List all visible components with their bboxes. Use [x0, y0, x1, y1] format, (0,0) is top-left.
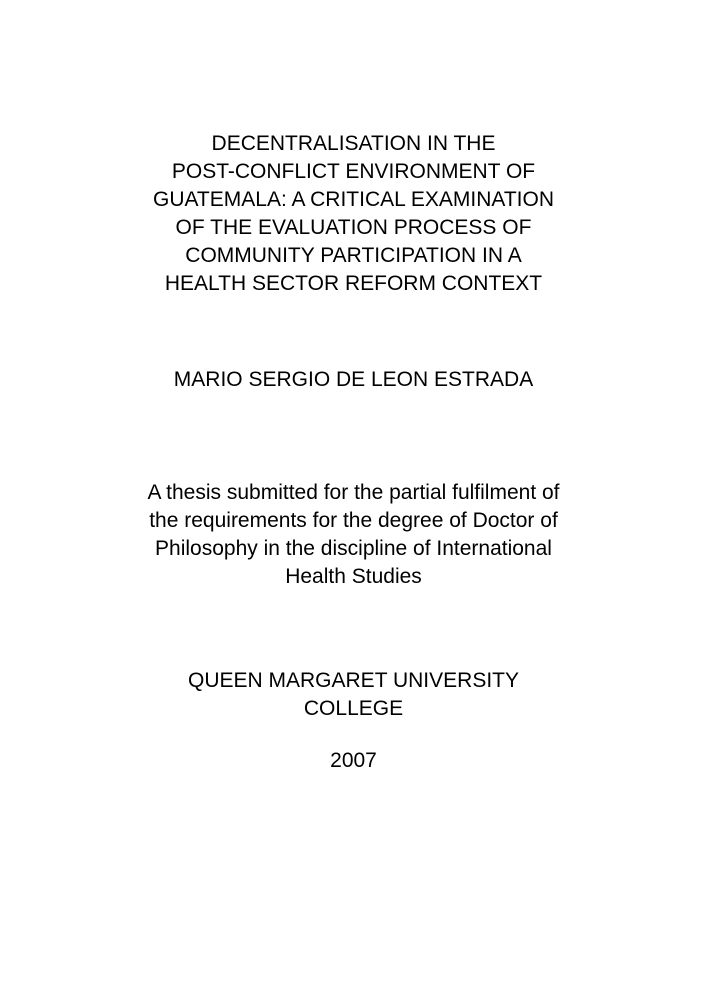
institution-name — [0, 667, 707, 723]
title-line: GUATEMALA: A CRITICAL EXAMINATION — [152, 188, 555, 211]
statement-line: Health Studies — [285, 565, 422, 588]
statement-line: the requirements for the degree of Doctor of — [149, 509, 558, 532]
statement-line: A thesis submitted for the partial fulfilment of — [147, 481, 560, 504]
thesis-title — [0, 130, 707, 298]
institution-line: QUEEN MARGARET UNIVERSITY — [188, 669, 519, 692]
title-line: DECENTRALISATION IN THE — [211, 132, 496, 155]
title-line: HEALTH SECTOR REFORM CONTEXT — [164, 272, 543, 295]
year-line: 2007 — [330, 749, 377, 772]
institution-line: COLLEGE — [303, 697, 404, 720]
degree-statement — [0, 479, 707, 591]
statement-line: Philosophy in the discipline of International — [155, 537, 552, 560]
title-line: COMMUNITY PARTICIPATION IN A — [185, 244, 522, 267]
title-line: OF THE EVALUATION PROCESS OF — [175, 216, 532, 239]
submission-year — [0, 747, 707, 775]
author-name — [0, 366, 707, 394]
author-line: MARIO SERGIO DE LEON ESTRADA — [173, 368, 534, 391]
title-line: POST-CONFLICT ENVIRONMENT OF — [171, 160, 536, 183]
